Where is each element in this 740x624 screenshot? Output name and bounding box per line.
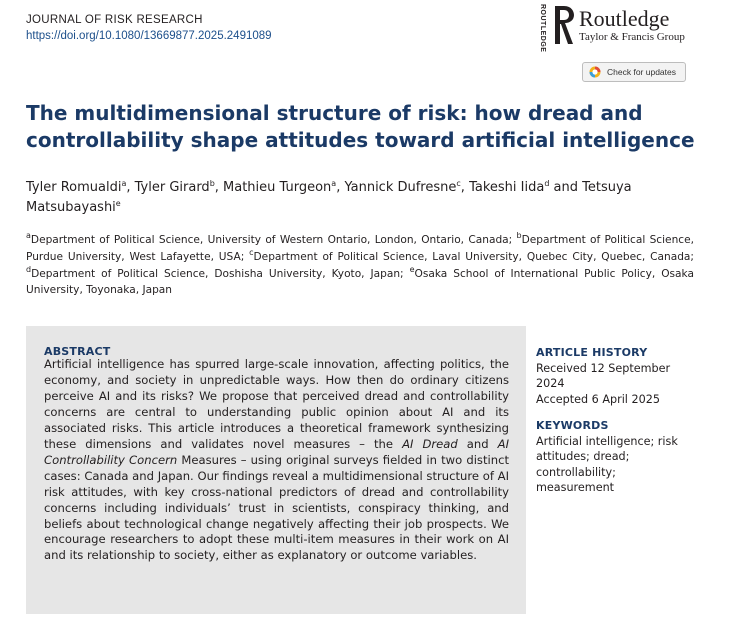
publisher-group: Taylor & Francis Group <box>579 31 685 43</box>
history-accepted: Accepted 6 April 2025 <box>536 392 660 406</box>
article-title-line1: The multidimensional structure of risk: how dread and <box>26 101 643 125</box>
abstract-italic-ai-dread: AI Dread <box>402 436 458 451</box>
affiliation-sup: a <box>26 231 31 240</box>
article-sidebar <box>536 345 706 496</box>
publisher-logo <box>537 2 697 53</box>
author-name: Tetsuya Matsubayashi <box>26 180 632 215</box>
doi-link[interactable]: https://doi.org/10.1080/13669877.2025.2491089 <box>26 30 272 42</box>
affiliation-text: Department of Political Science, Purdue University, West Lafayette, USA; <box>26 234 695 263</box>
publisher-name: Routledge <box>579 6 670 31</box>
abstract-text <box>44 357 509 564</box>
affiliation-sup: d <box>26 264 32 274</box>
keywords-line4: measurement <box>536 481 615 494</box>
history-received-line1: Received 12 September <box>536 361 671 375</box>
author-name: Tyler Romualdi <box>26 180 122 195</box>
author-sup: a <box>121 179 127 188</box>
article-title <box>26 100 716 154</box>
check-for-updates-button[interactable] <box>582 62 686 82</box>
keywords-heading: KEYWORDS <box>536 419 609 432</box>
keywords-line1: Artificial intelligence; risk <box>536 434 678 448</box>
history-received-line2: 2024 <box>536 377 565 390</box>
journal-name: JOURNAL OF RISK RESEARCH <box>26 14 203 26</box>
keywords-line2: attitudes; dread; <box>536 450 630 463</box>
publisher-vertical-text: ROUTLEDGE <box>539 4 546 53</box>
author-name: Tyler Girard <box>134 180 210 195</box>
affiliation-text: Department of Political Science, University of Western Ontario, London, Ontario, Canada; <box>30 234 513 246</box>
author-name: Takeshi Iida <box>469 180 545 195</box>
affiliation-sup: b <box>516 231 522 240</box>
author-sup: c <box>456 179 461 188</box>
author-sup: a <box>331 179 337 188</box>
article-title-line2: controllability shape attitudes toward artificial intelligence <box>26 128 695 152</box>
crossmark-icon <box>589 66 601 78</box>
affiliation-text: Department of Political Science, Doshisha University, Kyoto, Japan; <box>31 267 404 280</box>
affiliation-text: Department of Political Science, Laval University, Quebec City, Quebec, Canada; <box>253 250 694 263</box>
author-list: Tyler Romualdi$^a$, Tyler Girard$^b$, Mathieu Turgeon$^a$, Yannick Dufresne$^c$, Takeshi Iida$^d$ and Tetsuya Matsubayashi$^e$ <box>26 179 632 215</box>
author-name: Yannick Dufresne <box>344 180 457 195</box>
author-sup: b <box>209 179 215 188</box>
affiliation-text: Osaka School of International Public Policy, Osaka University, Toyonaka, Japan <box>26 267 694 297</box>
author-name: Mathieu Turgeon <box>223 180 332 195</box>
abstract-heading: ABSTRACT <box>44 345 111 358</box>
affiliation-sup: e <box>409 264 415 274</box>
routledge-r-icon <box>551 4 577 46</box>
article-history-heading: ARTICLE HISTORY <box>536 346 648 359</box>
abstract-box <box>26 326 526 614</box>
author-sup: d <box>544 179 550 188</box>
check-for-updates-label: Check for updates <box>607 67 676 77</box>
author-sup: e <box>115 199 121 208</box>
keywords-line3: controllability; <box>536 465 616 479</box>
affiliations <box>26 232 694 299</box>
abstract-part1: Artificial intelligence has spurred large-scale innovation, affecting politics, the economy, and society in unpredictable ways. How then do ordinary citizens perceive AI and its risks? We propose that perceived dread and controllability concerns are central to understanding public opinion about AI and its associated risks. This article introduces a theoretical framework synthesizing these dimensions and validates novel measures – the <box>44 357 509 451</box>
abstract-part3: Measures – using original surveys fielded in two distinct cases: Canada and Japan. Our findings reveal a multidimensional structure of AI risk attitudes, with key cross-national predictors of dread and controllability concerns including individuals’ trust in scientists, conspiracy thinking, and beliefs about technological change negatively affecting their job prospects. We encourage researchers to adopt these multi-item measures in their work on AI and its relationship to society, either as explanatory or outcome variables. <box>44 452 509 563</box>
abstract-italic-ai-controllability: AI Controllability Concern <box>44 436 510 467</box>
affiliation-sup: c <box>249 247 254 257</box>
abstract-part2: and <box>457 436 498 451</box>
